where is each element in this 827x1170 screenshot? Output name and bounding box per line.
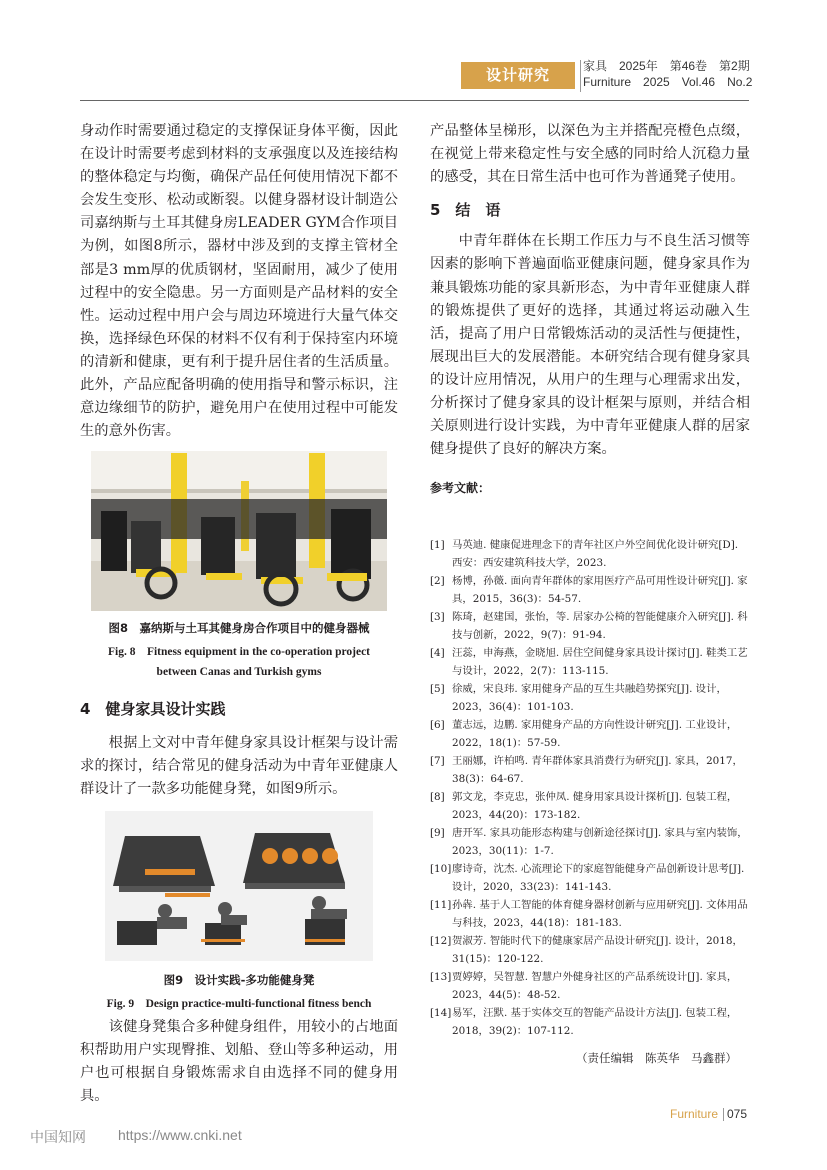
reference-text: 贺淑芳. 智能时代下的健康家居产品设计研究[J]. 设计，2018，31(15)：120-122. [452,935,743,965]
reference-item [430,753,750,788]
cnki-watermark: 中国知网 [30,1130,86,1146]
reference-text: 易军，汪默. 基于实体交互的智能产品设计方法[J]. 包装工程，2018，39(2)：107-112. [452,1007,738,1037]
reference-number: [13] [430,971,452,983]
reference-number: [6] [430,719,445,731]
fig8-caption-en-line2: between Canas and Turkish gyms [156,666,322,679]
reference-text: 郭文龙，李克忠，张仲凤. 健身用家具设计探析[J]. 包装工程，2023，44(20)：173-182. [452,791,738,821]
page-number: 075 [727,1107,748,1121]
reference-item [430,573,750,608]
reference-item [430,609,750,644]
fig9-caption-cn: 图9 设计实践-多功能健身凳 [163,972,315,987]
footer-divider [723,1108,724,1121]
fig9-caption-en: Fig. 9 Design practice-multi-functional fitness bench [106,997,372,1010]
reference-item [430,897,750,932]
reference-number: [14] [430,1007,452,1019]
reference-text: 唐开军. 家具功能形态构建与创新途径探讨[J]. 家具与室内装饰，2023，30(11)：1-7. [452,827,748,857]
fig8-caption-cn: 图8 嘉纳斯与土耳其健身房合作项目中的健身器械 [108,621,370,636]
header-divider [580,60,581,92]
left-para-3: 该健身凳集合多种健身组件，用较小的占地面积帮助用户实现臀推、划船、登山等多种运动，用户也可根据自身锻炼需求自由选择不同的健身用具。 [80,1018,398,1105]
reference-item [430,537,750,572]
reference-text: 徐威，宋良玮. 家用健身产品的互生共融趋势探究[J]. 设计，2023，36(4)：101-103. [452,683,727,713]
reference-item [430,645,750,680]
figure-9 [80,811,398,961]
left-column [80,120,398,1108]
header-rule [80,100,749,101]
reference-text: 孙犇. 基于人工智能的体育健身器材创新与应用研究[J]. 文体用品与科技，2023，44(18)：181-183. [452,899,748,929]
journal-meta-cn: 家具 2025年 第46卷 第2期 [583,59,750,73]
reference-number: [10] [430,863,452,875]
reference-text: 汪蕊，申海燕，金晓旭. 居住空间健身家具设计探讨[J]. 鞋类工艺与设计，2022，2(7)：113-115. [452,647,748,677]
reference-item [430,969,750,1004]
reference-text: 陈琦，赵建国，张怡，等. 居家办公椅的智能健康介入研究[J]. 科技与创新，2022，9(7)：91-94. [452,611,748,641]
reference-number: [11] [430,899,452,911]
section-4-heading: 4 健身家具设计实践 [80,700,226,719]
section-5-heading: 5 结 语 [430,201,501,220]
reference-text: 马英迪. 健康促进理念下的青年社区户外空间优化设计研究[D]. 西安：西安建筑科技大学，2023. [452,539,739,569]
reference-item [430,789,750,824]
reference-number: [1] [430,539,445,551]
references-title: 参考文献： [430,481,491,496]
journal-meta-en: Furniture 2025 Vol.46 No.2 [583,75,753,89]
journal-meta [583,58,752,90]
cnki-url[interactable]: https://www.cnki.net [118,1127,242,1143]
reference-item [430,861,750,896]
fig8-caption-en-line1: Fig. 8 Fitness equipment in the co-operation project [107,646,371,659]
reference-number: [7] [430,755,445,767]
reference-number: [12] [430,935,452,947]
reference-number: [3] [430,611,445,623]
editor-credit: （责任编辑 陈英华 马鑫群） [576,1051,737,1065]
reference-number: [9] [430,827,445,839]
reference-text: 董志远，边鹏. 家用健身产品的方向性设计研究[J]. 工业设计，2022，18(1)：57-59. [452,719,738,749]
reference-number: [8] [430,791,445,803]
reference-item [430,1005,750,1040]
gym-equipment-photo [91,451,387,611]
reference-text: 廖诗奇，沈杰. 心流理论下的家庭智能健身产品创新设计思考[J]. 设计，2020，33(23)：141-143. [452,863,745,893]
reference-number: [2] [430,575,445,587]
reference-number: [4] [430,647,445,659]
figure-8 [80,451,398,611]
right-para-1: 产品整体呈梯形，以深色为主并搭配亮橙色点缀，在视觉上带来稳定性与安全感的同时给人沉稳力量的感受，其在日常生活中也可作为普通凳子使用。 [430,123,750,186]
fitness-bench-render [105,811,373,961]
reference-item [430,933,750,968]
reference-text: 杨博，孙薇. 面向青年群体的家用医疗产品可用性设计研究[J]. 家具，2015，36(3)：54-57. [452,575,748,605]
reference-item [430,825,750,860]
left-para-2: 根据上文对中青年健身家具设计框架与设计需求的探讨，结合常见的健身活动为中青年亚健康人群设计了一款多功能健身凳，如图9所示。 [80,734,398,797]
reference-number: [5] [430,683,445,695]
reference-text: 贾婷婷，吴智慧. 智慧户外健身社区的产品系统设计[J]. 家具，2023，44(5)：48-52. [452,971,738,1001]
footer-journal: Furniture [670,1107,719,1121]
reference-item [430,681,750,716]
left-para-1: 身动作时需要通过稳定的支撑保证身体平衡，因此在设计时需要考虑到材料的支承强度以及连接结构的整体稳定与均衡，确保产品任何使用情况下都不会发生变形、松动或断裂。以健身器材设计制造公司嘉纳斯与土耳其健身房LEADER GYM合作项目为例，如图8所示，器材中涉及到的支撑主管材全部是3 mm厚的优质钢材，坚固耐用，减少了使用过程中的安全隐患。另一方面则是产品材料的安全性。运动过程中用户会与周边环境进行大量气体交换，选择绿色环保的材料不仅有利于保持室内环境的清新和健康，更有利于提升居住者的生活质量。此外，产品应配备明确的使用指导和警示标识，注意边缘细节的防护，避免用户在使用过程中可能发生的意外伤害。 [80,123,398,440]
reference-item [430,717,750,752]
right-column [430,120,750,500]
reference-text: 王丽娜，许柏鸣. 青年群体家具消费行为研究[J]. 家具，2017，38(3)：64-67. [452,755,743,785]
right-para-2: 中青年群体在长期工作压力与不良生活习惯等因素的影响下普遍面临亚健康问题，健身家具作为兼具锻炼功能的家具新形态，为中青年亚健康人群的锻炼提供了更好的选择，其通过将运动融入生活，提高了用户日常锻炼活动的灵活性与便捷性，展现出巨大的发展潜能。本研究结合现有健身家具的设计应用情况，从用户的生理与心理需求出发，分析探讨了健身家具的设计框架与原则，并结合相关原则进行设计实践，为中青年亚健康人群的居家健身提供了良好的解决方案。 [430,233,750,458]
section-badge: 设计研究 [461,62,575,89]
